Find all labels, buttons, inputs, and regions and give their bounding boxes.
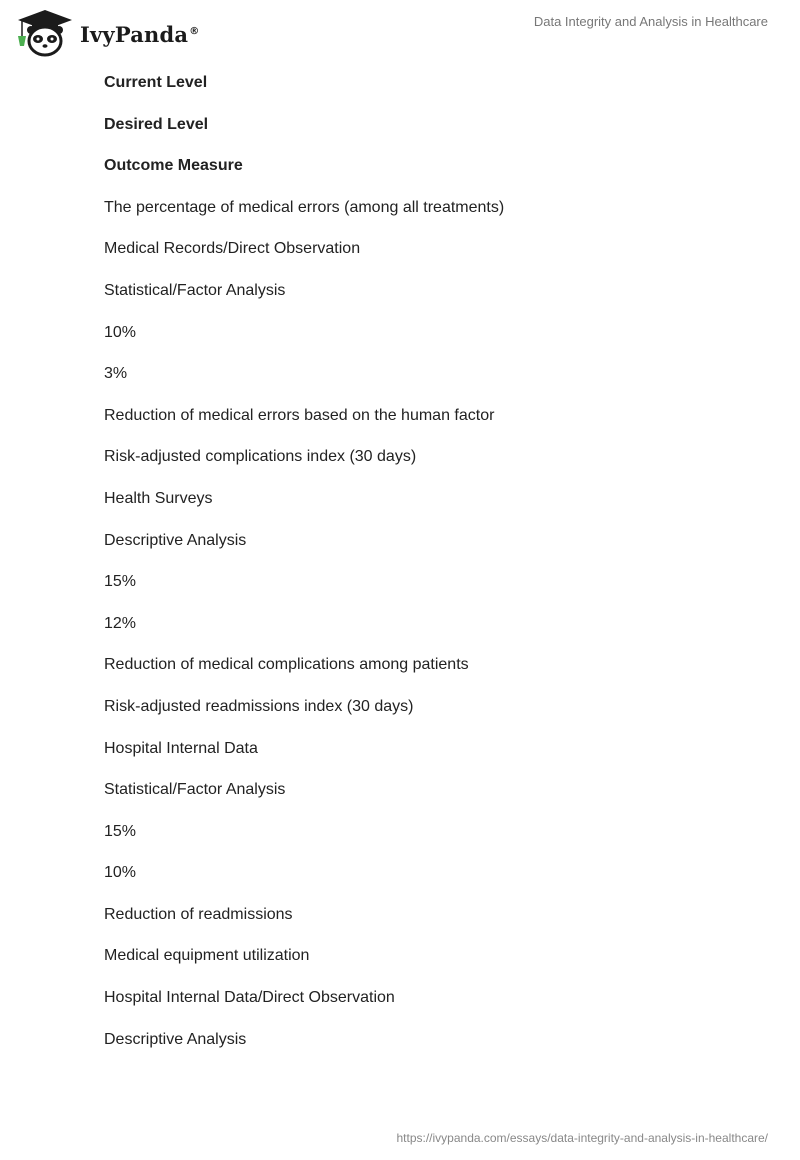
text-line: 12% xyxy=(104,614,137,632)
text-line: 3% xyxy=(104,365,128,383)
text-line: The percentage of medical errors (among all treatments) xyxy=(104,198,505,216)
text-line: 15% xyxy=(104,822,137,840)
text-line: Medical equipment utilization xyxy=(104,947,310,965)
heading-outcome-measure: Outcome Measure xyxy=(104,157,243,175)
brand-logo[interactable] xyxy=(14,8,199,58)
text-line: Health Surveys xyxy=(104,489,213,507)
text-line: Risk-adjusted readmissions index (30 days) xyxy=(104,697,414,715)
heading-desired-level: Desired Level xyxy=(104,115,209,133)
text-line: 10% xyxy=(104,323,137,341)
text-line: Reduction of medical complications among patients xyxy=(104,656,469,674)
text-line: Reduction of medical errors based on the human factor xyxy=(104,406,495,424)
heading-current-level: Current Level xyxy=(104,74,208,91)
text-line: Statistical/Factor Analysis xyxy=(104,781,286,799)
text-line: Hospital Internal Data xyxy=(104,739,258,757)
text-line: Descriptive Analysis xyxy=(104,1030,247,1048)
text-line: 10% xyxy=(104,864,137,882)
text-line: 15% xyxy=(104,573,137,591)
text-line: Risk-adjusted complications index (30 days) xyxy=(104,448,417,466)
text-line: Medical Records/Direct Observation xyxy=(104,240,361,258)
brand-name: IvyPanda® xyxy=(80,21,200,47)
document-title: Data Integrity and Analysis in Healthcare xyxy=(533,14,768,29)
registered-mark: ® xyxy=(189,25,200,37)
source-url-link[interactable]: https://ivypanda.com/essays/data-integrity-and-analysis-in-healthcare/ xyxy=(396,1131,768,1145)
text-line: Descriptive Analysis xyxy=(104,531,247,549)
text-line: Reduction of readmissions xyxy=(104,905,293,923)
text-line: Hospital Internal Data/Direct Observation xyxy=(104,989,395,1007)
panda-graduate-icon xyxy=(14,8,76,58)
document-body xyxy=(104,72,744,1070)
text-line: Statistical/Factor Analysis xyxy=(104,281,286,299)
